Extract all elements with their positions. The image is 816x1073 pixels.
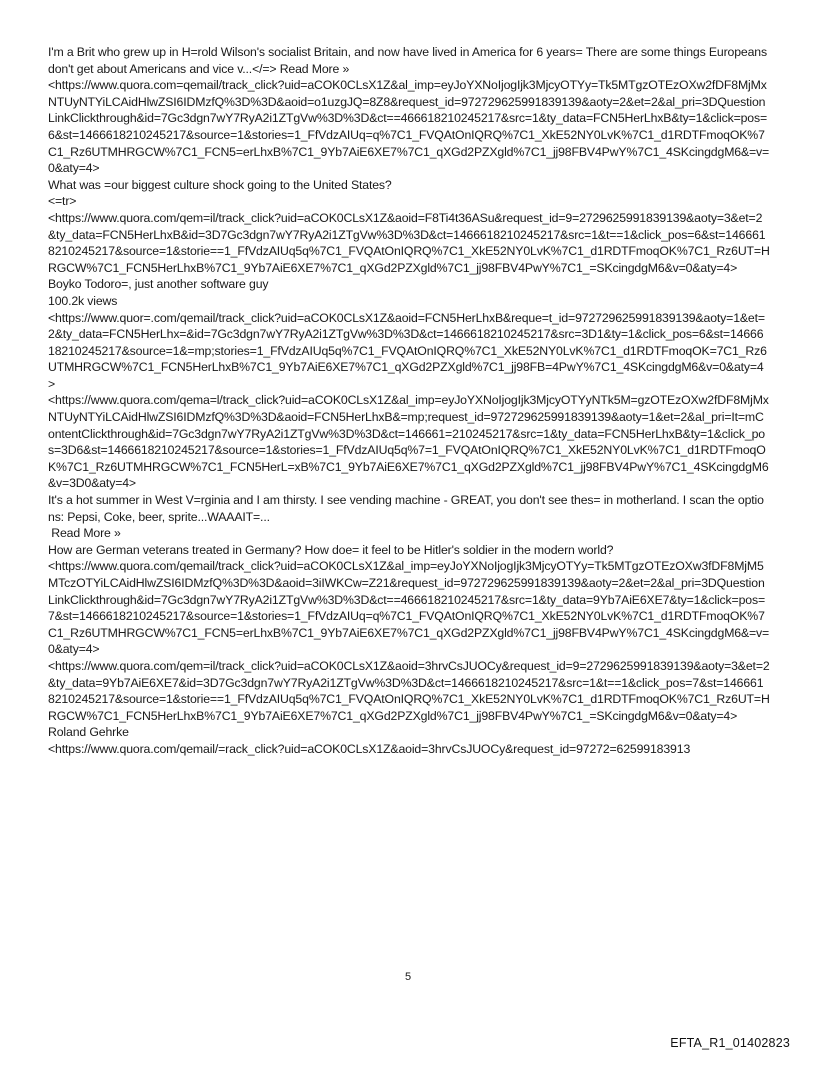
- paragraph-boyko-answer: <https://www.quora.com/qem=il/track_click?uid=aCOK0CLsX1Z&aoid=F8Ti4t36ASu&request_id=9=2729625991839139&aoty=3&et=2&ty_data=FCN5HerLhxB&id=3D7Gc3dgn7wY7RyA2i1ZTgVw%3D%3D&ct=1466618210245217&src=1&t==1&click_pos=6&st=1466618210245217&source=1&storie==1_FfVdzAIUq5q%7C1_FVQAtOnIQRQ%7C1_XkE52NY0LvK%7C1_d1RDTFmoqOK%7C1_Rz6UT=HRGCW%7C1_FCN5HerLhxB%7C1_9Yb7AiE6XE7%7C1_qXGd2PZXgld%7C1_jj98FBV4PwY%7C1_=SKcingdgM6&v=0&aty=4> Boyko Todoro=, just another software guy 100.2k views <https://www.quor=.com/qemail/track_click?uid=aCOK0CLsX1Z&aoid=FCN5HerLhxB&reque=t_id=972729625991839139&aoty=1&et=2&ty_data=FCN5HerLhx=&id=7Gc3dgn7wY7RyA2i1ZTgVw%3D%3D&ct=1466618210245217&src=3D1&ty=1&click_pos=6&st=1466618210245217&source=1&=mp;stories=1_FfVdzAIUq5q%7C1_FVQAtOnIQRQ%7C1_XkE52NY0LvK%7C1_d1RDTFmoqOK=7C1_Rz6UTMHRGCW%7C1_FCN5HerLhxB%7C1_9Yb7AiE6XE7%7C1_qXGd2PZXgld%7C1_jj98FB=4PwY%7C1_4SKcingdgM6&v=0&aty=4> <https://www.quora.com/qema=l/track_click?uid=aCOK0CLsX1Z&al_imp=eyJoYXNoIjogIjk3MjcyOTYyNTk5M=gzOTEzOXw2fDF8MjMxNTUyNTYiLCAidHlwZSI6IDMzfQ%3D%3D&aoid=FCN5HerLhxB&=mp;request_id=972729625991839139&aoty=1&et=2&al_pri=It=mContentClickthrough&id=7Gc3dgn7wY7RyA2i1ZTgVw%3D%3D&ct=146661=210245217&src=1&ty_data=FCN5HerLhxB&ty=1&click_pos=3D6&st=1466618210245217&source=1&stories=1_FfVdzAIUq5q%7=1_FVQAtOnIQRQ%7C1_XkE52NY0LvK%7C1_d1RDTFmoqOK%7C1_Rz6UTMHRGCW%7C1_FCN5HerL=xB%7C1_9Yb7AiE6XE7%7C1_qXGd2PZXgld%7C1_jj98FBV4PwY%7C1_4SKcingdgM6&v=3D0&aty=4> It's a hot summer in West V=rginia and I am thirsty. I see vending machine - GREAT, you don't see thes= in motherland. I scan the options: Pepsi, Coke, beer, sprite...WAAAIT=...: [48, 210, 770, 524]
- paragraph-tr-tag: <=tr>: [48, 194, 77, 209]
- paragraph-german-veterans: How are German veterans treated in Germany? How doe= it feel to be Hitler's soldier in the modern world? <https://www.quora.com/qemail/track_click?uid=aCOK0CLsX1Z&al_imp=eyJoYXNoIjogIjk3MjcyOTYy=Tk5MTgzOTEzOXw3fDF8MjM5MTczOTYiLCAidHlwZSI6IDMzfQ%3D%3D&aoid=3iIWKCw=Z21&request_id=972729625991839139&aoty=2&et=2&al_pri=3DQuestionLinkClickthrough&id=7Gc3dgn7wY7RyA2i1ZTgVw%3D%3D&ct==466618210245217&src=1&ty_data=9Yb7AiE6XE7&ty=1&click=pos=7&st=1466618210245217&source=1&stories=1_FfVdzAIUq=q%7C1_FVQAtOnIQRQ%7C1_XkE52NY0LvK%7C1_d1RDTFmoqOK%7C1_Rz6UTMHRGCW%7C1_FCN5=erLhxB%7C1_9Yb7AiE6XE7%7C1_qXGd2PZXgld%7C1_jj98FBV4PwY%7C1_4SKcingdgM6&=v=0&aty=4>: [48, 542, 770, 657]
- paragraph-read-more: Read More »: [48, 526, 121, 541]
- paragraph-roland-gehrke: <https://www.quora.com/qem=il/track_click?uid=aCOK0CLsX1Z&aoid=3hrvCsJUOCy&request_id=9=2729625991839139&aoty=3&et=2&ty_data=9Yb7AiE6XE7&id=3D7Gc3dgn7wY7RyA2i1ZTgVw%3D%3D&ct=1466618210245217&src=1&t==1&click_pos=7&st=1466618210245217&source=1&storie==1_FfVdzAIUq5q%7C1_FVQAtOnIQRQ%7C1_XkE52NY0LvK%7C1_d1RDTFmoqOK%7C1_Rz6UT=HRGCW%7C1_FCN5HerLhxB%7C1_9Yb7AiE6XE7%7C1_qXGd2PZXgld%7C1_jj98FBV4PwY%7C1_=SKcingdgM6&v=0&aty=4> Roland Gehrke <https://www.quora.com/qemail/=rack_click?uid=aCOK0CLsX1Z&aoid=3hrvCsJUOCy&request_id=97272=62599183913: [48, 658, 770, 756]
- paragraph-tracking-link-1: <https://www.quora.com=qemail/track_click?uid=aCOK0CLsX1Z&al_imp=eyJoYXNoIjogIjk3MjcyOTYy=Tk5MTgzOTEzOXw2fDF8MjMxNTUyNTYiLCAidHlwZSI6IDMzfQ%3D%3D&aoid=o1uzgJQ=8Z8&request_id=972729625991839139&aoty=2&et=2&al_pri=3DQuestionLinkClickthrough&id=7Gc3dgn7wY7RyA2i1ZTgVw%3D%3D&ct==466618210245217&src=1&ty_data=FCN5HerLhxB&ty=1&click=pos=6&st=1466618210245217&source=1&stories=1_FfVdzAIUq=q%7C1_FVQAtOnIQRQ%7C1_XkE52NY0LvK%7C1_d1RDTFmoqOK%7C1_Rz6UTMHRGCW%7C1_FCN5=erLhxB%7C1_9Yb7AiE6XE7%7C1_qXGd2PZXgld%7C1_jj98FBV4PwY%7C1_4SKcingdgM6&=v=0&aty=4>: [48, 78, 770, 176]
- document-id: EFTA_R1_01402823: [670, 1036, 790, 1050]
- paragraph-brit-intro: I'm a Brit who grew up in H=rold Wilson's socialist Britain, and now have lived in America for 6 years= There are some things Europeans don't get about Americans and vice v...</=> Read More »: [48, 45, 767, 76]
- document-body: [48, 44, 770, 758]
- paragraph-culture-shock-question: What was =our biggest culture shock going to the United States?: [48, 177, 392, 192]
- page-number: 5: [404, 971, 412, 983]
